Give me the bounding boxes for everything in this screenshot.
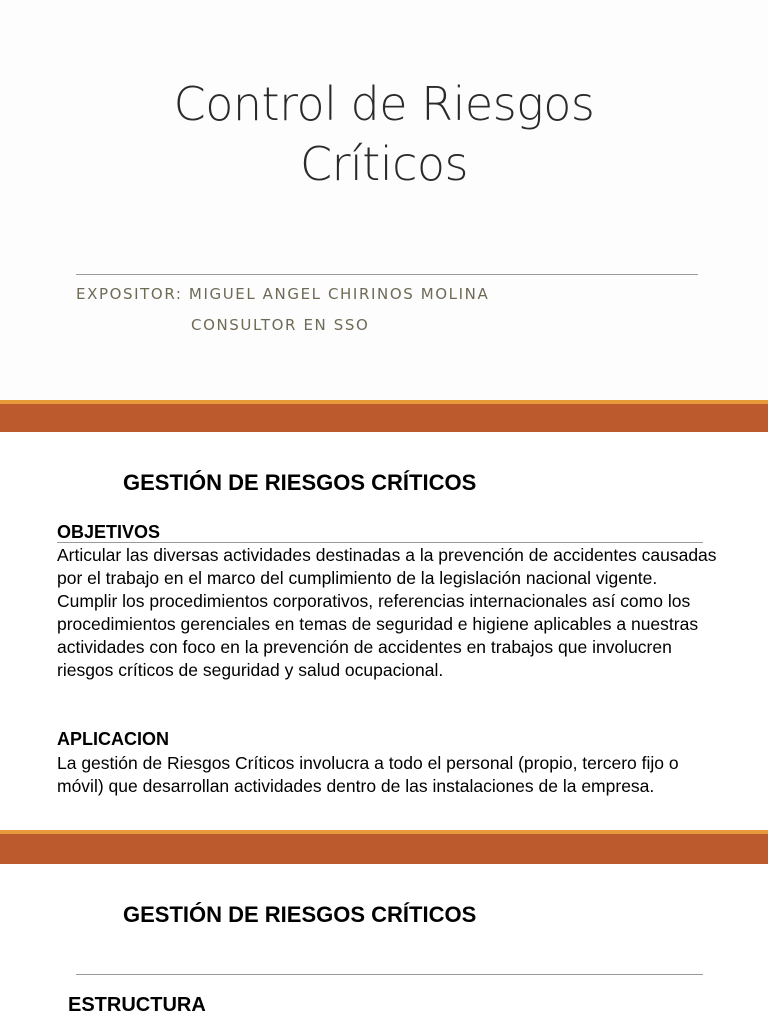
presenter-role: CONSULTOR EN SSO bbox=[191, 316, 370, 334]
objetivos-body bbox=[57, 544, 727, 682]
objetivos-label: OBJETIVOS bbox=[57, 522, 161, 542]
estructura-divider bbox=[76, 974, 703, 975]
slide-heading: GESTIÓN DE RIESGOS CRÍTICOS bbox=[123, 902, 477, 927]
title-line-1: Control de Riesgos bbox=[173, 77, 595, 131]
objetivos-divider bbox=[57, 542, 703, 543]
aplicacion-body bbox=[57, 752, 727, 798]
structure-slide bbox=[0, 864, 768, 1024]
title-line-2: Críticos bbox=[299, 137, 469, 191]
objetivos-paragraph-2: Cumplir los procedimientos corporativos, referencias internacionales así como los procedimientos gerenciales en temas de seguridad e higiene aplicables a nuestras actividades con foco en la prevención de accidentes en trabajos que involucren riesgos críticos de seguridad y salud ocupacional. bbox=[57, 591, 699, 680]
presentation-title bbox=[0, 74, 768, 194]
objetivos-paragraph-1: Articular las diversas actividades destinadas a la prevención de accidentes causadas por el trabajo en el marco del cumplimiento de la legislación nacional vigente. bbox=[57, 545, 717, 588]
aplicacion-paragraph: La gestión de Riesgos Críticos involucra a todo el personal (propio, tercero fijo o móvil) que desarrollan actividades dentro de las instalaciones de la empresa. bbox=[57, 753, 679, 796]
presenter-name: EXPOSITOR: MIGUEL ANGEL CHIRINOS MOLINA bbox=[76, 285, 490, 303]
slide-heading: GESTIÓN DE RIESGOS CRÍTICOS bbox=[123, 470, 477, 495]
aplicacion-label: APLICACION bbox=[57, 729, 169, 749]
title-slide bbox=[0, 0, 768, 400]
estructura-label: ESTRUCTURA bbox=[68, 994, 206, 1016]
slide-separator bbox=[0, 400, 768, 432]
objectives-slide bbox=[0, 432, 768, 830]
title-divider bbox=[76, 274, 698, 275]
slide-separator bbox=[0, 830, 768, 864]
